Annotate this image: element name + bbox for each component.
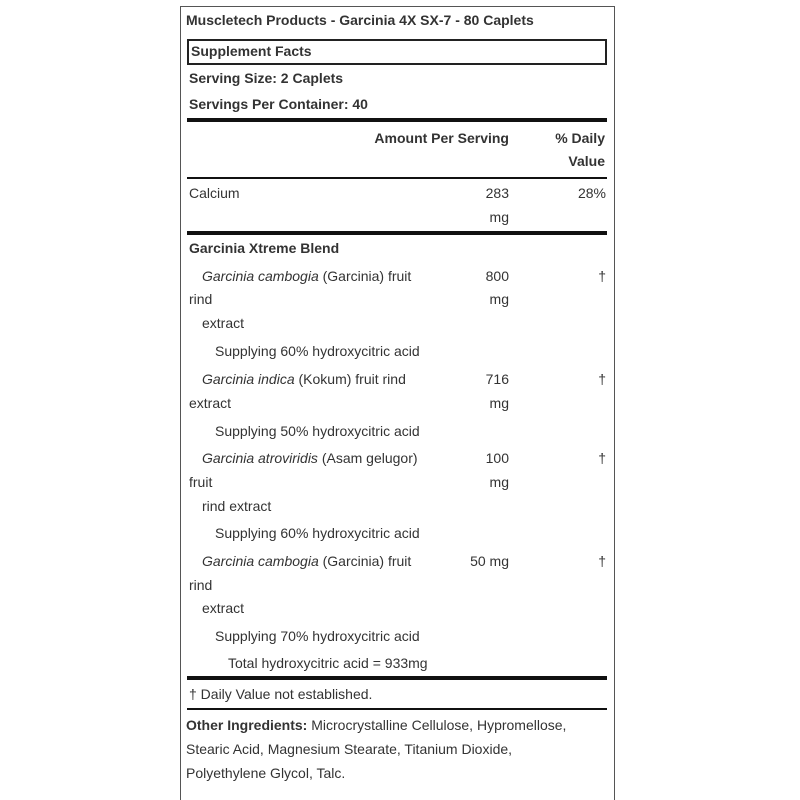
ingredient-supply: Supplying 60% hydroxycitric acid [215, 343, 420, 359]
label-frame [180, 6, 615, 800]
ingredient-name-cont: extract [202, 600, 245, 616]
product-title: Muscletech Products - Garcinia 4X SX-7 - 80 Caplets [186, 12, 534, 28]
divider-thick [187, 231, 607, 235]
ingredient-supply: Supplying 50% hydroxycitric acid [215, 423, 420, 439]
calcium-unit: mg [489, 209, 509, 225]
other-ingredients-cont: Stearic Acid, Magnesium Stearate, Titanium Dioxide, [186, 741, 513, 757]
calcium-name: Calcium [189, 185, 240, 201]
ingredient-amount: 50 mg [470, 553, 509, 569]
divider-thin [187, 177, 607, 179]
supplement-facts-title: Supplement Facts [191, 43, 312, 59]
header-dv-line1: % Daily [555, 130, 605, 146]
ingredient-amount: 716 [485, 371, 509, 387]
total-hca: Total hydroxycitric acid = 933mg [228, 655, 428, 671]
ingredient-dv: † [598, 371, 606, 387]
ingredient-dv: † [598, 450, 606, 466]
ingredient-unit: mg [489, 291, 509, 307]
ingredient-unit: mg [489, 395, 509, 411]
ingredient-name: Garcinia cambogia (Garcinia) fruit [202, 553, 412, 569]
ingredient-unit: mg [489, 474, 509, 490]
ingredient-name: Garcinia atroviridis (Asam gelugor) [202, 450, 418, 466]
ingredient-name-cont: rind extract [202, 498, 272, 514]
ingredient-amount: 100 [485, 450, 509, 466]
ingredient-name-cont: rind [189, 577, 213, 593]
ingredient-dv: † [598, 553, 606, 569]
ingredient-name-cont: fruit [189, 474, 213, 490]
ingredient-name: Garcinia indica (Kokum) fruit rind [202, 371, 406, 387]
ingredient-name: Garcinia cambogia (Garcinia) fruit [202, 268, 412, 284]
header-amount: Amount Per Serving [374, 130, 509, 146]
ingredient-name-cont: rind [189, 291, 213, 307]
ingredient-supply: Supplying 70% hydroxycitric acid [215, 628, 420, 644]
ingredient-dv: † [598, 268, 606, 284]
serving-size: Serving Size: 2 Caplets [189, 70, 344, 86]
other-ingredients: Other Ingredients: Microcrystalline Cellulose, Hypromellose, [186, 717, 567, 733]
ingredient-amount: 800 [485, 268, 509, 284]
divider-thick [187, 118, 607, 122]
header-dv-line2: Value [568, 153, 605, 169]
calcium-dv: 28% [577, 185, 606, 201]
ingredient-name-cont: extract [189, 395, 232, 411]
ingredient-supply: Supplying 60% hydroxycitric acid [215, 525, 420, 541]
blend-title: Garcinia Xtreme Blend [189, 240, 340, 256]
ingredient-name-cont: extract [202, 315, 245, 331]
footnote: † Daily Value not established. [189, 686, 373, 702]
divider-thick [187, 676, 607, 680]
other-ingredients-cont: Polyethylene Glycol, Talc. [186, 765, 346, 781]
divider-thin [187, 708, 607, 710]
calcium-amount: 283 [485, 185, 509, 201]
servings-per-container: Servings Per Container: 40 [189, 96, 368, 112]
